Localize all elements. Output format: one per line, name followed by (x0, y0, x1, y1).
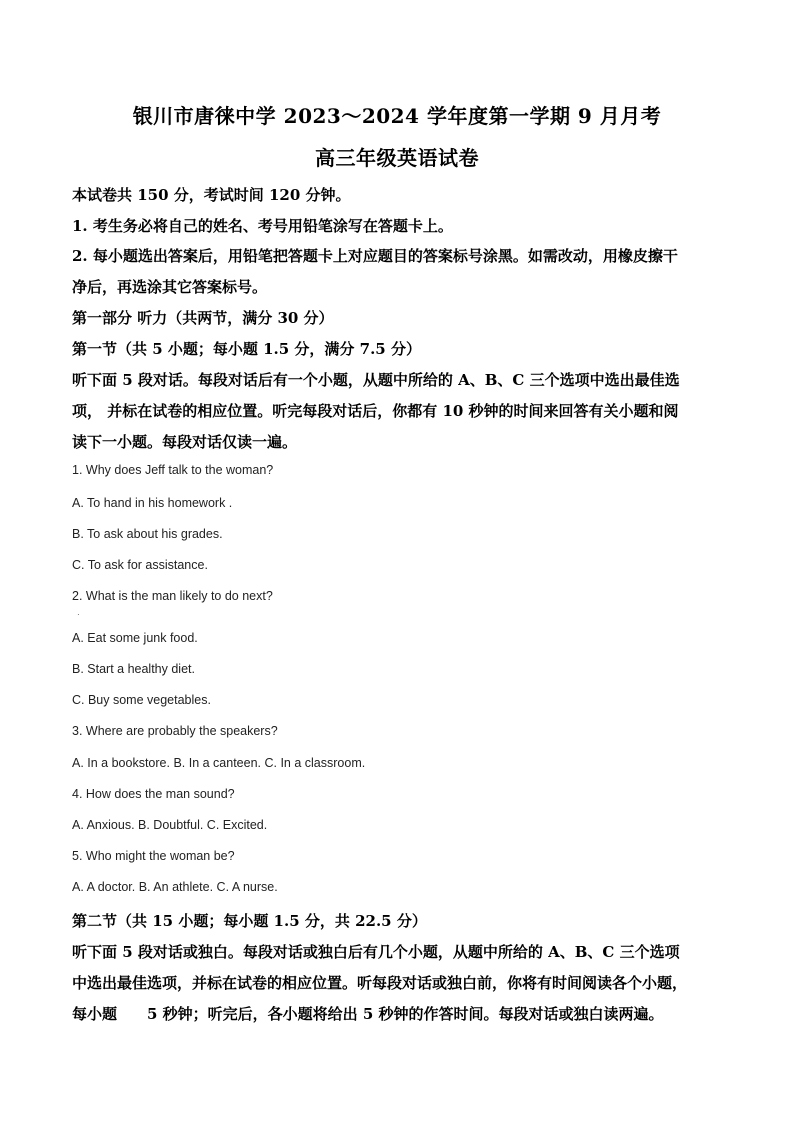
instruction-answer-sheet: 2. 每小题选出答案后，用铅笔把答题卡上对应题目的答案标号涂黑。如需改动，用橡皮擦干 (72, 247, 678, 265)
question-4-options: A. Anxious. B. Doubtful. C. Excited. (72, 818, 268, 832)
stray-mark: · (77, 610, 80, 619)
question-3-stem: 3. Where are probably the speakers? (72, 724, 278, 738)
section1-description: 听下面 5 段对话。每段对话后有一个小题，从题中所给的 A、B、C 三个选项中选出最佳选 (72, 371, 680, 389)
part1-heading: 第一部分 听力（共两节，满分 30 分） (72, 309, 334, 327)
question-1-option-c: C. To ask for assistance. (72, 558, 208, 572)
section2-description-cont: 中选出最佳选项，并标在试卷的相应位置。听每段对话或独白前，你将有时间阅读各个小题， (72, 974, 688, 992)
section1-description-end: 读下一小题。每段对话仅读一遍。 (72, 433, 298, 451)
question-1-option-a: A. To hand in his homework . (72, 496, 233, 510)
instruction-total-score: 本试卷共 150 分，考试时间 120 分钟。 (72, 186, 351, 204)
question-1-stem: 1. Why does Jeff talk to the woman? (72, 463, 274, 477)
section2-description-end: 每小题 5 秒钟；听完后，各小题将给出 5 秒钟的作答时间。每段对话或独白读两遍。 (72, 1005, 664, 1023)
exam-title: 银川市唐徕中学 2023～2024 学年度第一学期 9 月月考 (132, 104, 662, 128)
question-5-stem: 5. Who might the woman be? (72, 849, 235, 863)
section1-description-cont: 项， 并标在试卷的相应位置。听完每段对话后，你都有 10 秒钟的时间来回答有关小题和阅 (72, 402, 679, 420)
section2-description: 听下面 5 段对话或独白。每段对话或独白后有几个小题，从题中所给的 A、B、C 三个选项 (72, 943, 680, 961)
question-4-stem: 4. How does the man sound? (72, 787, 235, 801)
question-2-option-c: C. Buy some vegetables. (72, 693, 211, 707)
question-3-options: A. In a bookstore. B. In a canteen. C. In a classroom. (72, 756, 366, 770)
section1-heading: 第一节（共 5 小题；每小题 1.5 分，满分 7.5 分） (72, 340, 421, 358)
exam-subtitle: 高三年级英语试卷 (315, 146, 479, 170)
question-1-option-b: B. To ask about his grades. (72, 527, 223, 541)
question-2-stem: 2. What is the man likely to do next? (72, 589, 273, 603)
question-5-options: A. A doctor. B. An athlete. C. A nurse. (72, 880, 278, 894)
section2-heading: 第二节（共 15 小题；每小题 1.5 分，共 22.5 分） (72, 912, 427, 930)
question-2-option-a: A. Eat some junk food. (72, 631, 198, 645)
question-2-option-b: B. Start a healthy diet. (72, 662, 195, 676)
instruction-answer-sheet-cont: 净后，再选涂其它答案标号。 (72, 278, 268, 296)
instruction-name-field: 1. 考生务必将自己的姓名、考号用铅笔涂写在答题卡上。 (72, 217, 453, 235)
